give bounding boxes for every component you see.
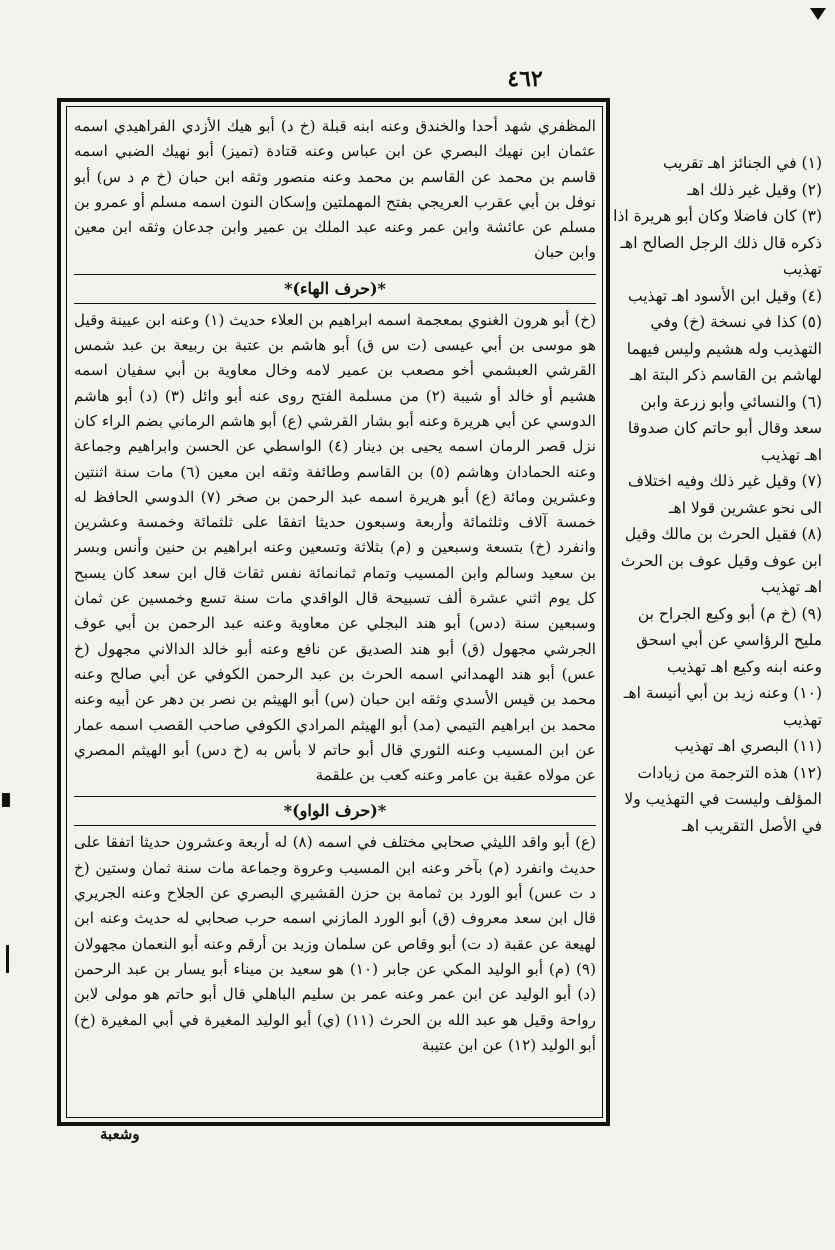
margin-note: (٣) كان فاضلا وكان أبو هريرة اذا ذكره قال ذلك الرجل الصالح اهـ تهذيب: [613, 207, 822, 278]
margin-note: (٤) وقيل ابن الأسود اهـ تهذيب: [628, 286, 822, 305]
margin-note: (١٠) وعنه زيد بن أبي أنيسة اهـ تهذيب: [623, 684, 822, 729]
section-heading-waw: *(حرف الواو)*: [74, 796, 596, 826]
margin-note: (٩) (خ م) أبو وكيع الجراح بن مليح الرؤاسي عن أبي اسحق وعنه ابنه وكيع اهـ تهذيب: [636, 604, 822, 676]
catchword: وشعبة: [100, 1125, 140, 1143]
main-text-column: [74, 114, 596, 1114]
ha-section-intro: المظفري شهد أحدا والخندق وعنه ابنه قبلة (خ د) أبو هيك الأزدي الفراهيدي اسمه عثمان ابن نهيك البصري عن ابن عباس وعنه قتادة (تميز) أبو نهيك الضبي اسمه قاسم بن محمد عن القاسم بن محمد وعنه منصور وثقه ابن حبان (خ م د س) أبو نوفل بن أبي عقرب العريجي بفتح المهملتين وإسكان النون اسمه مسلم أو عمرو بن مسلم عن عائشة وابن عمر وعنه عبد الملك بن عمير وابن جدعان وثقه ابن معين وابن حبان: [74, 117, 596, 262]
waw-section-body: (ع) أبو واقد الليثي صحابي مختلف في اسمه (٨) له أربعة وعشرون حديثا اتفقا على حديث وانفرد (م) بآخر وعنه ابن المسيب وعروة وجماعة مات سنة ثمان وستين (خ د ت عس) أبو الورد بن ثمامة بن حزن القشيري البصري عن الجلاح وعنه الجريري قال ابن سعد معروف (ق) أبو الورد المازني اسمه حرب صحابي له حديث وعنه ابن لهيعة عن عقبة (د ت) أبو وقاص عن سلمان وزيد بن أرقم وعنه أبو النعمان مجهولان (٩) (م) أبو الوليد المكي عن جابر (١٠) هو سعيد بن ميناء أبو يسار بن عبد الرحمن (د) أبو الوليد عن ابن عمر وعنه عمر بن سليم الباهلي قال أبو حاتم هو مولى لابن رواحة وقيل هو عبد الله بن الحرث (١١) (ي) أبو الوليد المغيرة في أبي المغيرة (خ) أبو الوليد (١٢) عن ابن عتيبة: [74, 833, 596, 1054]
margin-note: (٦) والنسائي وأبو زرعة وابن سعد وقال أبو حاتم كان صدوقا اهـ تهذيب: [627, 392, 822, 464]
page-number: ٤٦٢: [507, 66, 543, 92]
margin-note: (٥) كذا في نسخة (خ) وفي التهذيب وله هشيم وليس فيهما لهاشم بن القاسم ذكر البتة اهـ: [626, 313, 822, 384]
margin-note: (٢) وقيل غير ذلك اهـ: [687, 180, 822, 199]
margin-note: (١١) البصري اهـ تهذيب: [674, 737, 822, 755]
margin-note: (١) في الجنائز اهـ تقريب: [662, 154, 822, 172]
margin-note: (٧) وقيل غير ذلك وفيه اختلاف الى نحو عشرين قولا اهـ: [627, 472, 822, 517]
scan-mark: [6, 945, 9, 973]
ha-section-body: (خ) أبو هرون الغنوي بمعجمة اسمه ابراهيم بن العلاء حديث (١) وعنه ابن عيينة وقيل هو موسى بن أبي عيسى (ت س ق) أبو هاشم بن عتبة بن ربيعة بن عبد شمس القرشي العبشمي أخو مصعب بن عمير لامه وخال معاوية بن أبي سفيان اسمه هشيم أو خالد أو شيبة (٢) من مسلمة الفتح روى عنه أبو وائل (٣) (د) أبو هاشم الدوسي عن أبي هريرة وعنه أبو بشار القرشي (ع) أبو هاشم الرماني بضم الراء كان نزل قصر الرمان اسمه يحيى بن دينار (٤) الواسطي عن الحسن وابراهيم وجماعة وعنه الحمادان وهاشم (٥) بن القاسم وطائفة وثقه ابن معين (٦) مات سنة اثنتين وعشرين ومائة (ع) أبو هريرة اسمه عبد الرحمن بن صخر (٧) الدوسي الحافظ له خمسة آلاف وثلثمائة وأربعة وسبعون حديثا اتفقا على ثلثمائة وخمسة وعشرين وانفرد (خ) بتسعة وسبعين و (م) بثلاثة وتسعين وعنه ابراهيم بن حنين وأنس وبسر بن سعيد وسالم وابن المسيب وتمام ثمانمائة نفس ثقات قال ابن سعد كان يسبح كل يوم اثني عشرة ألف تسبيحة قال الواقدي مات سنة تسع وخمسين عن ثمان وسبعين سنة (دس) أبو هند البجلي عن معاوية وعنه عبد الرحمن بن أبي عوف الجرشي مجهول (ق) أبو هند الصديق عن نافع وعنه أبو خالد الدالاني مجهول (خ عس) أبو هند الهمداني اسمه الحرث بن عبد الرحمن الكوفي عن أبي صالح وعنه محمد بن قيس الأسدي وثقه ابن حبان (س) أبو الهيثم بن نصر بن دهر عن أبيه وعنه محمد بن ابراهيم التيمي (مد) أبو الهيثم المرادي الكوفي صاحب القصب اسمه عمار عن ابن المسيب وعنه الثوري قال أبو حاتم لا بأس به (خ دس) أبو الهيثم المصري عن مولاه عقبة بن عامر وعنه كعب بن علقمة: [74, 310, 596, 785]
section-heading-ha: *(حرف الهاء)*: [74, 274, 596, 304]
margin-note: (١٢) هذه الترجمة من زيادات المؤلف وليست في التهذيب ولا في الأصل التقريب اهـ: [624, 763, 822, 835]
scan-mark: [2, 793, 10, 807]
page-corner-mark: [808, 0, 828, 20]
margin-notes: [612, 150, 822, 1110]
margin-note: (٨) فقيل الحرث بن مالك وقيل ابن عوف وقيل عوف بن الحرث اهـ تهذيب: [620, 525, 822, 596]
